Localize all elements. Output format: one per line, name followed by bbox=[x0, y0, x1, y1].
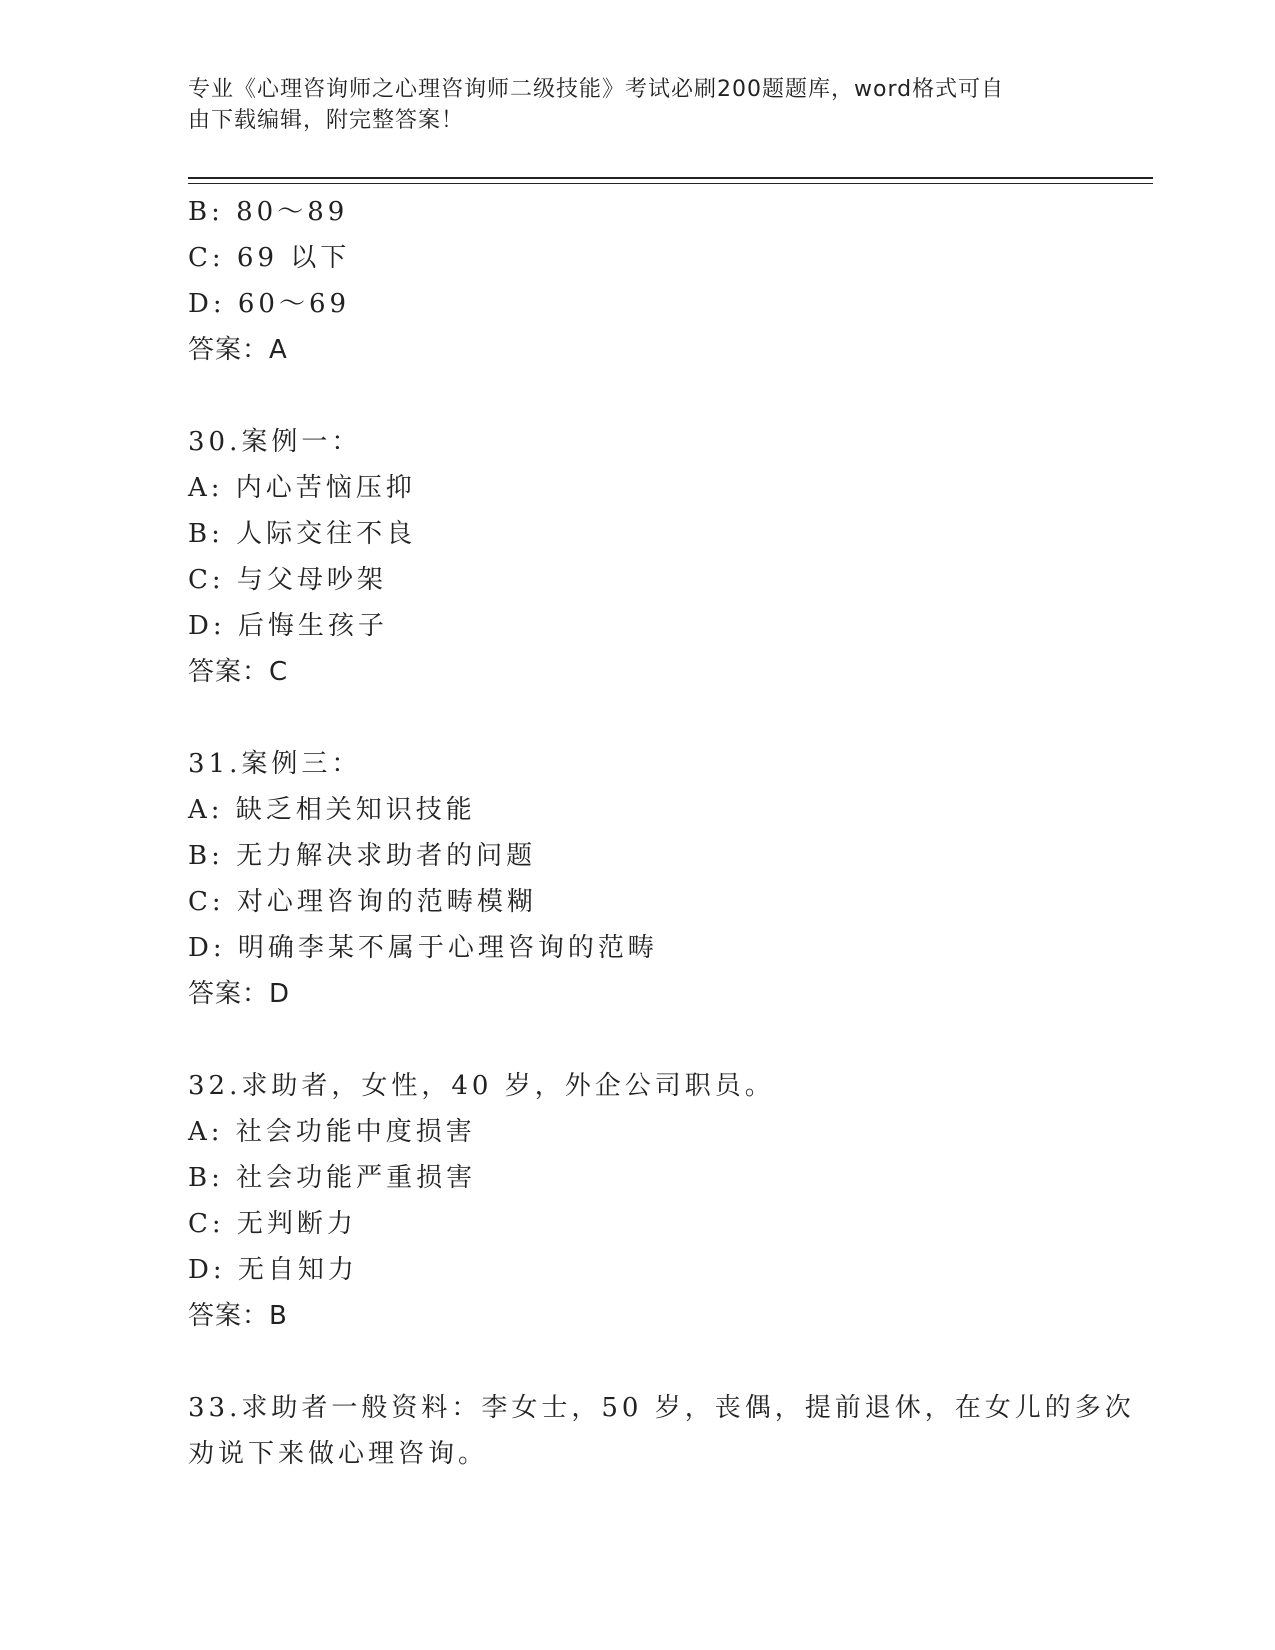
header-divider-thin bbox=[188, 183, 1153, 184]
question-list bbox=[188, 189, 1153, 1477]
option-b: B: 社会功能严重损害 bbox=[188, 1163, 477, 1193]
spacer bbox=[188, 1017, 1153, 1063]
option-a: A: 内心苦恼压抑 bbox=[188, 473, 416, 503]
question-stem-line-1: 33.求助者一般资料：李女士，50 岁，丧偶，提前退休，在女儿的多次 bbox=[188, 1393, 1135, 1423]
question-stem: 32.求助者，女性，40 岁，外企公司职员。 bbox=[188, 1071, 775, 1101]
answer-line: 答案：B bbox=[188, 1301, 288, 1331]
spacer bbox=[188, 1339, 1153, 1385]
question-block-29 bbox=[188, 189, 1153, 373]
spacer bbox=[188, 695, 1153, 741]
option-c: C: 无判断力 bbox=[188, 1209, 357, 1239]
header-line-2: 由下载编辑，附完整答案！ bbox=[188, 108, 465, 133]
option-c: C: 69 以下 bbox=[188, 243, 351, 273]
question-stem: 30.案例一： bbox=[188, 427, 362, 457]
question-block-33 bbox=[188, 1385, 1153, 1477]
header-divider-thick bbox=[188, 177, 1153, 179]
option-c: C: 与父母吵架 bbox=[188, 565, 387, 595]
question-stem-line-2: 劝说下来做心理咨询。 bbox=[188, 1439, 489, 1469]
document-header bbox=[188, 74, 1078, 136]
option-a: A: 社会功能中度损害 bbox=[188, 1117, 476, 1147]
question-block-30 bbox=[188, 419, 1153, 695]
option-d: D: 后悔生孩子 bbox=[188, 611, 388, 641]
option-c: C: 对心理咨询的范畴模糊 bbox=[188, 887, 537, 917]
spacer bbox=[188, 373, 1153, 419]
header-line-1: 专业《心理咨询师之心理咨询师二级技能》考试必刷200题题库，word格式可自 bbox=[188, 77, 1005, 102]
option-a: A: 缺乏相关知识技能 bbox=[188, 795, 476, 825]
answer-line: 答案：A bbox=[188, 335, 288, 365]
question-stem: 31.案例三： bbox=[188, 749, 362, 779]
question-block-32 bbox=[188, 1063, 1153, 1339]
option-d: D: 60～69 bbox=[188, 289, 351, 319]
option-d: D: 无自知力 bbox=[188, 1255, 358, 1285]
option-b: B: 无力解决求助者的问题 bbox=[188, 841, 537, 871]
option-b: B: 人际交往不良 bbox=[188, 519, 417, 549]
answer-line: 答案：D bbox=[188, 979, 291, 1009]
answer-line: 答案：C bbox=[188, 657, 289, 687]
option-b: B: 80～89 bbox=[188, 197, 349, 227]
option-d: D: 明确李某不属于心理咨询的范畴 bbox=[188, 933, 658, 963]
question-block-31 bbox=[188, 741, 1153, 1017]
